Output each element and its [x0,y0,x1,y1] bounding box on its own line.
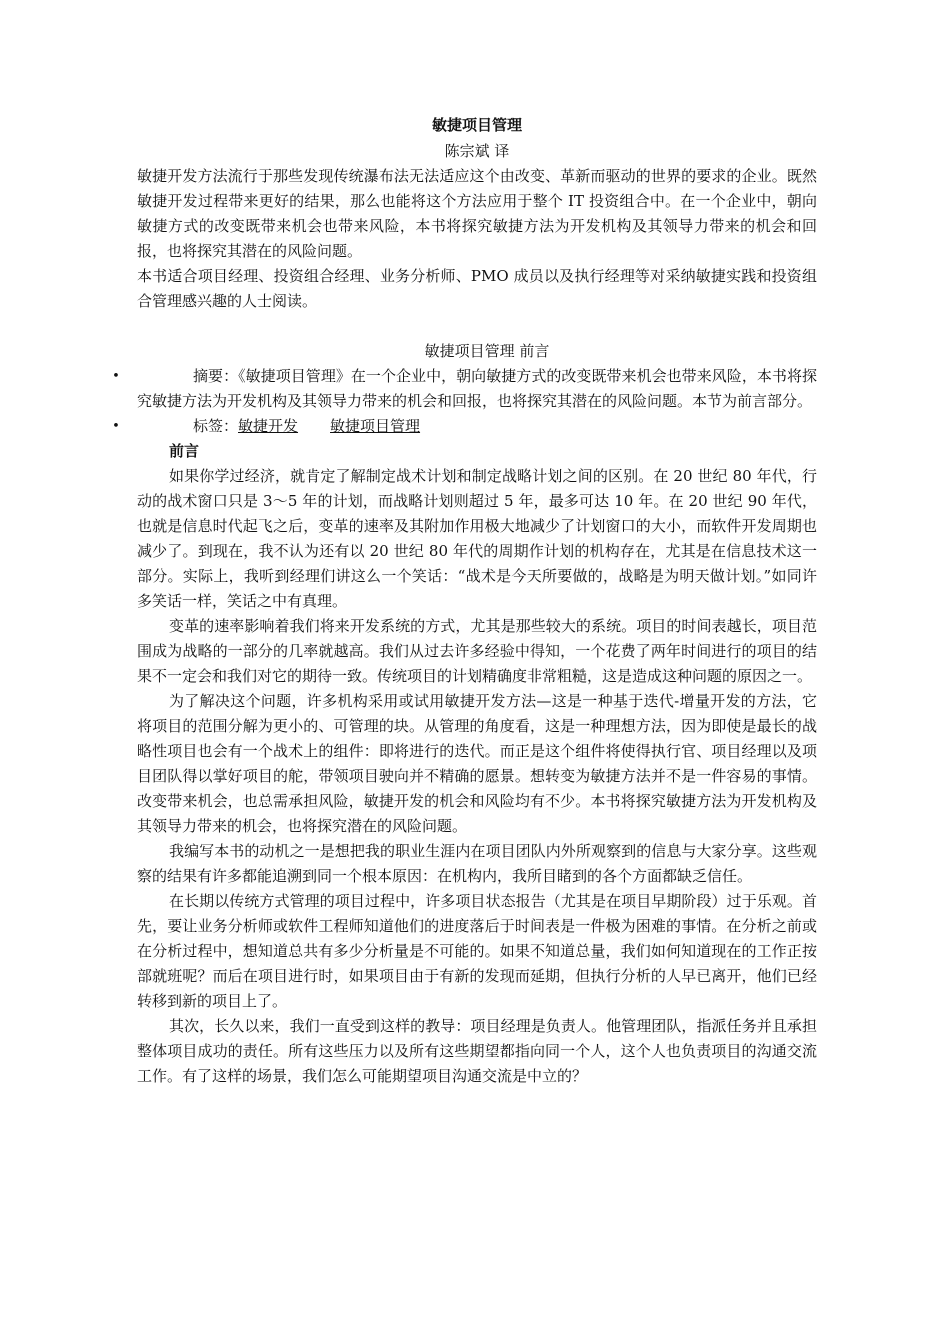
body-paragraph: 在长期以传统方式管理的项目过程中，许多项目状态报告（尤其是在项目早期阶段）过于乐观。首先，要让业务分析师或软件工程师知道他们的进度落后于时间表是一件极为困难的事情。在分析之前或在分析过程中，想知道总共有多少分析量是不可能的。如果不知道总量，我们如何知道现在的工作正按部就班呢？而后在项目进行时，如果项目由于有新的发现而延期，但执行分析的人早已离开，他们已经转移到新的项目上了。 [137,892,817,1010]
bullet-icon: • [112,419,120,434]
section-title: 敏捷项目管理 前言 [424,342,550,360]
body-paragraph: 如果你学过经济，就肯定了解制定战术计划和制定战略计划之间的区别。在 20 世纪 80 年代，行动的战术窗口只是 3～5 年的计划，而战略计划则超过 5 年，最多可达 10 年。在 20 世纪 90 年代，也就是信息时代起飞之后，变革的速率及其附加作用极大地减少了计划窗口的大小，而软件开发周期也减少了。到现在，我不认为还有以 20 世纪 80 年代的周期作计划的机构存在，尤其是在信息技术这一部分。实际上，我听到经理们讲这么一个笑话：“战术是今天所要做的，战略是为明天做计划。”如同许多笑话一样，笑话之中有真理。 [137,467,817,610]
summary-text: 《敏捷项目管理》在一个企业中，朝向敏捷方式的改变既带来机会也带来风险，本书将探究敏捷方法为开发机构及其领导力带来的机会和回报，也将探究其潜在的风险问题。本节为前言部分。 [137,367,817,410]
body-paragraph: 变革的速率影响着我们将来开发系统的方式，尤其是那些较大的系统。项目的时间表越长，项目范围成为战略的一部分的几率就越高。我们从过去许多经验中得知，一个花费了两年时间进行的项目的结果不一定会和我们对它的期待一致。传统项目的计划精确度非常粗糙，这是造成这种问题的原因之一。 [137,617,817,685]
tag-link-agile-development[interactable]: 敏捷开发 [238,417,299,435]
spacer [137,314,817,339]
intro-paragraph: 敏捷开发方法流行于那些发现传统瀑布法无法适应这个由改变、革新而驱动的世界的要求的企业。既然敏捷开发过程带来更好的结果，那么也能将这个方法应用于整个 IT 投资组合中。在一个企业中，朝向敏捷方式的改变既带来机会也带来风险，本书将探究敏捷方法为开发机构及其领导力带来的机会和回报，也将探究其潜在的风险问题。 [137,167,817,260]
body-paragraph: 为了解决这个问题，许多机构采用或试用敏捷开发方法—这是一种基于迭代-增量开发的方法，它将项目的范围分解为更小的、可管理的块。从管理的角度看，这是一种理想方法，因为即使是最长的战略性项目也会有一个战术上的组件：即将进行的迭代。而正是这个组件将使得执行官、项目经理以及项目团队得以掌好项目的舵，带领项目驶向并不精确的愿景。想转变为敏捷方法并不是一件容易的事情。改变带来机会，也总需承担风险，敏捷开发的机会和风险均有不少。本书将探究敏捷方法为开发机构及其领导力带来的机会，也将探究潜在的风险问题。 [137,692,817,835]
tags-label: 标签： [193,417,239,435]
body-paragraph: 其次，长久以来，我们一直受到这样的教导：项目经理是负责人。他管理团队，指派任务并且承担整体项目成功的责任。所有这些压力以及所有这些期望都指向同一个人，这个人也负责项目的沟通交流工作。有了这样的场景，我们怎么可能期望项目沟通交流是中立的？ [137,1017,817,1085]
bullet-icon: • [112,369,120,384]
summary-label: 摘要： [193,367,239,385]
preface-heading: 前言 [169,442,200,460]
summary-item [112,364,817,414]
audience-paragraph: 本书适合项目经理、投资组合经理、业务分析师、PMO 成员以及执行经理等对采纳敏捷实践和投资组合管理感兴趣的人士阅读。 [137,267,817,310]
document-page [112,112,817,1089]
body-paragraph: 我编写本书的动机之一是想把我的职业生涯内在项目团队内外所观察到的信息与大家分享。这些观察的结果有许多都能追溯到同一个根本原因：在机构内，我所目睹到的各个方面都缺乏信任。 [137,842,817,885]
tags-item [112,414,817,439]
translator-credit: 陈宗斌 译 [444,142,510,160]
document-title: 敏捷项目管理 [431,116,522,134]
tag-link-agile-project-management[interactable]: 敏捷项目管理 [330,417,421,435]
